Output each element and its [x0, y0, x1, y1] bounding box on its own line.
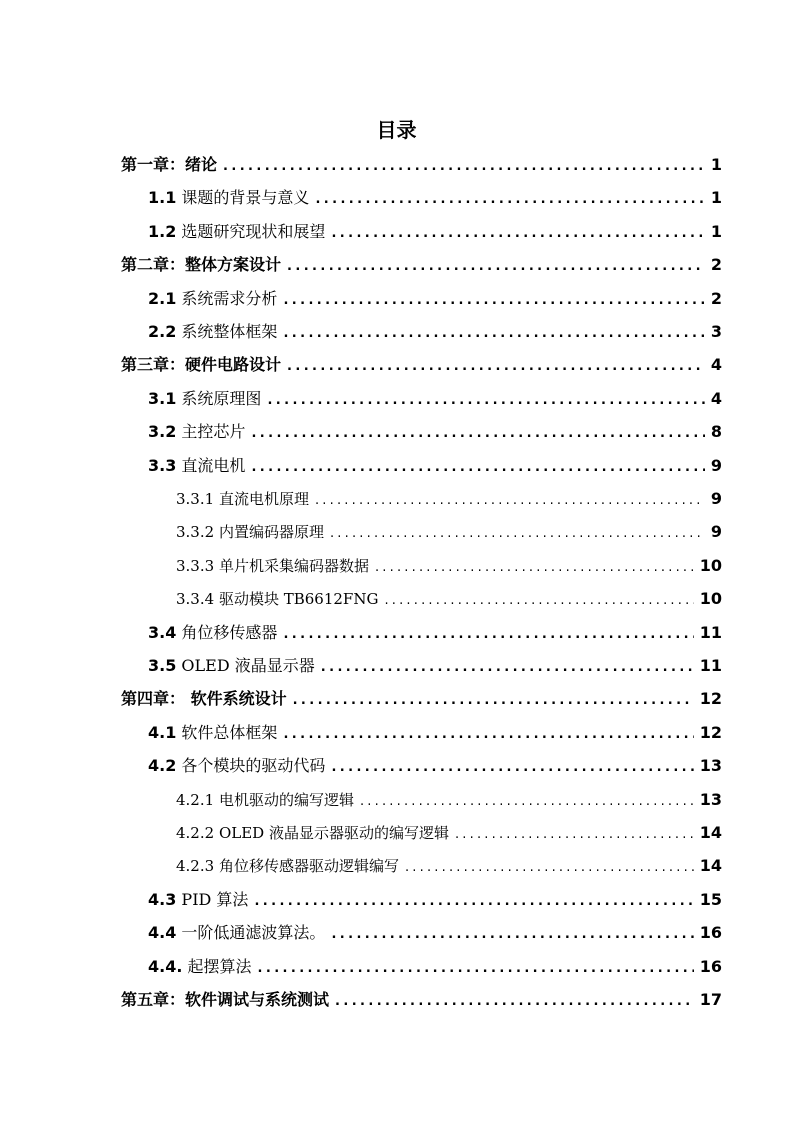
toc-page-number: 1	[710, 155, 722, 174]
toc-entry-number: 4.2.3	[176, 857, 215, 875]
dot-leader	[315, 187, 704, 213]
dot-leader	[321, 655, 694, 681]
toc-entry-number: 4.3	[148, 890, 177, 909]
toc-entry-number: 3.4	[148, 623, 177, 642]
dot-leader	[258, 956, 694, 982]
dot-leader	[267, 388, 704, 414]
toc-title: 目录	[376, 118, 417, 142]
toc-entry-title: 起摆算法	[182, 957, 252, 976]
toc-entry[interactable]	[121, 686, 722, 712]
toc-page-number: 13	[699, 790, 722, 809]
toc-entry[interactable]	[176, 519, 722, 545]
dot-leader	[335, 989, 694, 1015]
toc-page-number: 4	[710, 355, 722, 374]
dot-leader	[455, 822, 694, 848]
toc-page-number: 15	[699, 890, 722, 909]
toc-entry-number: 4.2.2	[176, 824, 215, 842]
toc-entry-title: 系统整体框架	[176, 322, 278, 341]
toc-entry-label	[121, 252, 281, 278]
toc-entry[interactable]	[176, 586, 722, 612]
toc-entry[interactable]	[121, 352, 722, 378]
toc-entry-title: 直流电机	[176, 456, 246, 475]
toc-entry[interactable]	[148, 419, 722, 445]
dot-leader	[251, 455, 704, 481]
toc-entry[interactable]	[148, 753, 722, 779]
dot-leader	[331, 922, 693, 948]
dot-leader	[375, 555, 694, 581]
toc-entry-label	[176, 820, 449, 846]
toc-entry-number: 4.2	[148, 756, 177, 775]
toc-entry[interactable]	[148, 920, 722, 946]
toc-entry-number: 2.2	[148, 322, 177, 341]
toc-entry-number: 4.4.	[148, 957, 183, 976]
toc-entry[interactable]	[176, 787, 722, 813]
dot-leader	[331, 755, 693, 781]
toc-page-number: 8	[710, 422, 722, 441]
toc-entry-title: 第五章：软件调试与系统测试	[121, 990, 330, 1009]
toc-entry[interactable]	[148, 286, 722, 312]
toc-entry-title: 内置编码器原理	[214, 523, 324, 541]
toc-entry-label	[148, 319, 277, 345]
toc-entry[interactable]	[148, 386, 722, 412]
toc-entry-label	[176, 519, 324, 545]
dot-leader	[287, 254, 705, 280]
toc-page-number: 4	[710, 389, 722, 408]
toc-page-number: 3	[710, 322, 722, 341]
toc-page-number: 12	[699, 723, 722, 742]
toc-entry-label	[176, 586, 378, 612]
dot-leader	[405, 855, 694, 881]
toc-entry-label	[148, 386, 261, 412]
dot-leader	[251, 421, 704, 447]
toc-page-number: 14	[699, 823, 722, 842]
toc-entry[interactable]	[148, 720, 722, 746]
toc-page-number: 9	[710, 489, 722, 508]
toc-entry-title: 一阶低通滤波算法。	[176, 923, 326, 942]
toc-page-number: 9	[710, 522, 722, 541]
toc-entry-number: 4.2.1	[176, 791, 215, 809]
toc-entry-label	[148, 920, 325, 946]
dot-leader	[331, 221, 704, 247]
dot-leader	[360, 789, 694, 815]
toc-entry-number: 3.3.1	[176, 490, 215, 508]
toc-entry-label	[148, 653, 315, 679]
toc-page-number: 12	[699, 689, 722, 708]
dot-leader	[287, 354, 705, 380]
toc-entry[interactable]	[148, 219, 722, 245]
dot-leader	[330, 521, 705, 547]
toc-entry-number: 3.2	[148, 422, 177, 441]
toc-entry-number: 1.1	[148, 188, 177, 207]
dot-leader	[283, 288, 704, 314]
toc-page-number: 14	[699, 856, 722, 875]
toc-entry-label	[148, 720, 277, 746]
toc-entry-label	[148, 887, 248, 913]
toc-entry-number: 3.3.3	[176, 557, 215, 575]
toc-entry-label	[148, 219, 325, 245]
toc-page-number: 10	[699, 589, 722, 608]
toc-entry-title: 驱动模块 TB6612FNG	[214, 590, 379, 608]
toc-entry-label	[176, 853, 399, 879]
toc-page-number: 2	[710, 255, 722, 274]
toc-entry-title: 角位移传感器驱动逻辑编写	[214, 857, 399, 875]
toc-entry[interactable]	[176, 820, 722, 846]
toc-entry-title: 角位移传感器	[176, 623, 278, 642]
toc-page-number: 17	[699, 990, 722, 1009]
toc-entry-title: 单片机采集编码器数据	[214, 557, 369, 575]
toc-entry-label	[176, 787, 354, 813]
toc-entry-number: 2.1	[148, 289, 177, 308]
toc-entry-title: 第二章：整体方案设计	[121, 255, 282, 274]
toc-entry[interactable]	[148, 954, 722, 980]
toc-entry[interactable]	[148, 319, 722, 345]
toc-entry-number: 3.3	[148, 456, 177, 475]
toc-page-number: 10	[699, 556, 722, 575]
toc-entry-label	[148, 419, 245, 445]
toc-entry[interactable]	[148, 653, 722, 679]
dot-leader	[283, 722, 693, 748]
toc-entry-title: 课题的背景与意义	[176, 188, 310, 207]
dot-leader	[315, 488, 705, 514]
toc-entry-number: 3.3.4	[176, 590, 215, 608]
toc-entry-label	[148, 185, 309, 211]
toc-entry-title: 直流电机原理	[214, 490, 309, 508]
toc-entry-title: OLED 液晶显示器	[176, 656, 315, 675]
toc-entry-title: PID 算法	[176, 890, 249, 909]
toc-entry-number: 4.4	[148, 923, 177, 942]
toc-entry-label	[148, 954, 252, 980]
dot-leader	[254, 889, 693, 915]
toc-entry-title: 选题研究现状和展望	[176, 222, 326, 241]
toc-entry[interactable]	[176, 853, 722, 879]
dot-leader	[223, 154, 705, 180]
toc-entry-label	[176, 553, 369, 579]
toc-entry[interactable]	[176, 486, 722, 512]
toc-entry-label	[121, 987, 329, 1013]
toc-entry-number: 1.2	[148, 222, 177, 241]
toc-entry[interactable]	[121, 987, 722, 1013]
toc-entry-title: 软件总体框架	[176, 723, 278, 742]
toc-entry[interactable]	[148, 453, 722, 479]
toc-page-number: 16	[699, 957, 722, 976]
toc-entry[interactable]	[121, 152, 722, 178]
toc-entry-title: OLED 液晶显示器驱动的编写逻辑	[214, 824, 449, 842]
toc-entry-label	[176, 486, 309, 512]
toc-entry-number: 3.1	[148, 389, 177, 408]
toc-entry[interactable]	[176, 553, 722, 579]
toc-entry[interactable]	[148, 185, 722, 211]
toc-page-number: 1	[710, 222, 722, 241]
toc-entry[interactable]	[148, 887, 722, 913]
dot-leader	[384, 588, 693, 614]
toc-page-number: 16	[699, 923, 722, 942]
toc-entry-label	[148, 620, 277, 646]
toc-page-number: 11	[699, 623, 722, 642]
toc-entry-label	[121, 352, 281, 378]
toc-page-number: 13	[699, 756, 722, 775]
toc-entry-number: 4.1	[148, 723, 177, 742]
dot-leader	[283, 321, 704, 347]
toc-entry-title: 系统原理图	[176, 389, 262, 408]
toc-entry-label	[121, 152, 217, 178]
toc-entry-title: 第四章： 软件系统设计	[121, 689, 287, 708]
toc-entry[interactable]	[148, 620, 722, 646]
dot-leader	[293, 688, 694, 714]
toc-entry-label	[148, 453, 245, 479]
toc-page-number: 9	[710, 456, 722, 475]
toc-entry-title: 系统需求分析	[176, 289, 278, 308]
toc-entry-number: 3.3.2	[176, 523, 215, 541]
toc-entry[interactable]	[121, 252, 722, 278]
toc-entry-label	[148, 286, 277, 312]
toc-entry-title: 各个模块的驱动代码	[176, 756, 326, 775]
toc-entry-title: 第一章：绪论	[121, 155, 218, 174]
toc-entry-title: 主控芯片	[176, 422, 246, 441]
toc-page-number: 1	[710, 188, 722, 207]
toc-entry-label	[121, 686, 287, 712]
toc-page-number: 11	[699, 656, 722, 675]
toc-entry-title: 第三章：硬件电路设计	[121, 355, 282, 374]
toc-page-number: 2	[710, 289, 722, 308]
dot-leader	[283, 622, 693, 648]
toc-entry-label	[148, 753, 325, 779]
toc-entry-title: 电机驱动的编写逻辑	[214, 791, 354, 809]
toc-entry-number: 3.5	[148, 656, 177, 675]
